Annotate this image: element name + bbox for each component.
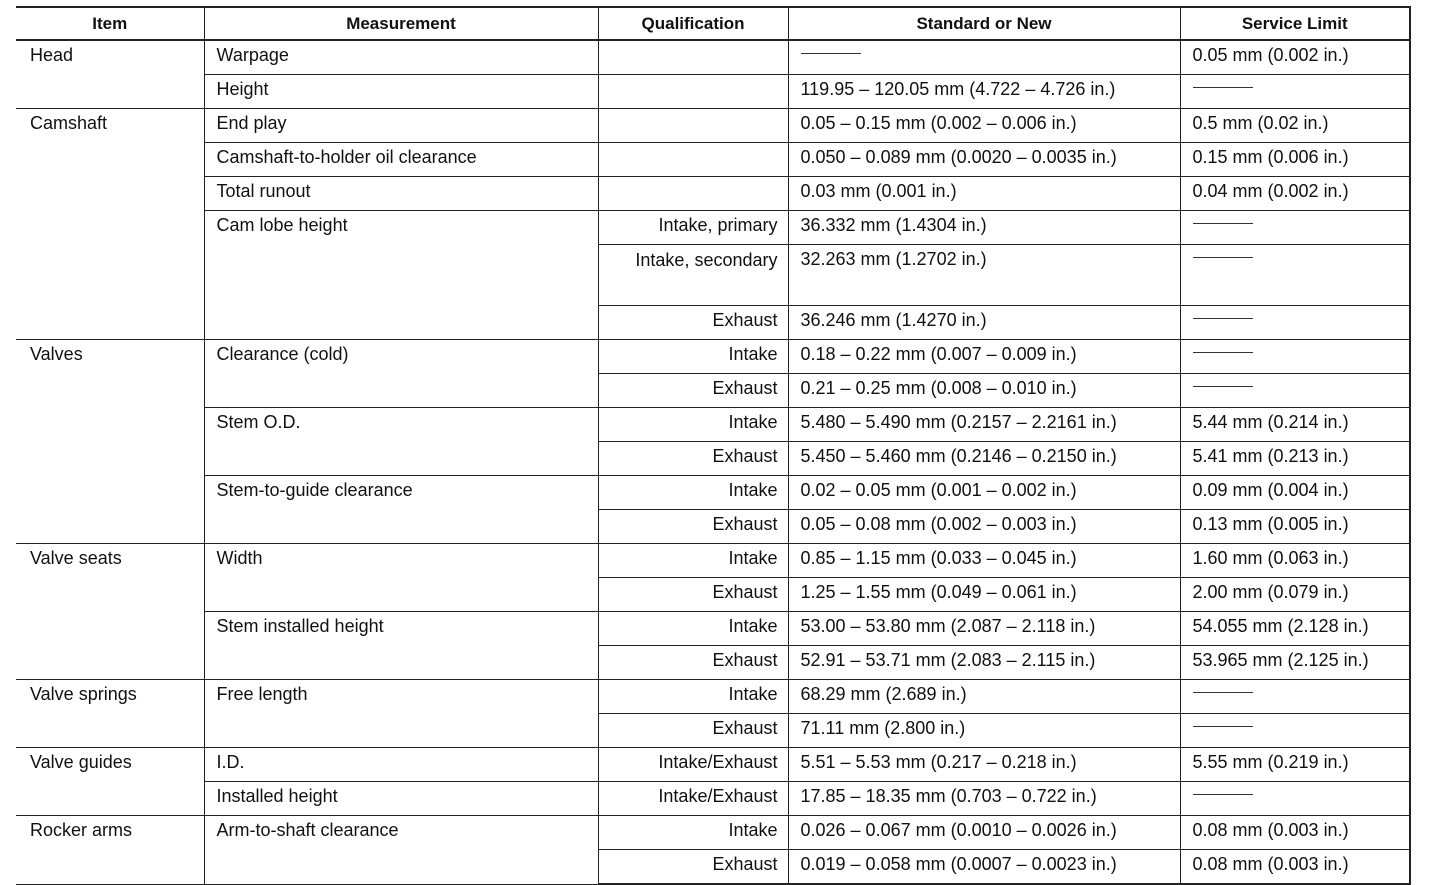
table-row	[16, 177, 1410, 211]
table-row	[16, 211, 1410, 245]
standard-cell: 0.05 – 0.15 mm (0.002 – 0.006 in.)	[788, 109, 1180, 143]
service-limit-cell: 5.41 mm (0.213 in.)	[1180, 442, 1410, 476]
not-applicable-dash	[1193, 692, 1253, 693]
service-limit-cell: 0.15 mm (0.006 in.)	[1180, 143, 1410, 177]
standard-cell: 5.450 – 5.460 mm (0.2146 – 0.2150 in.)	[788, 442, 1180, 476]
measurement-cell: Installed height	[204, 782, 598, 816]
standard-cell: 0.019 – 0.058 mm (0.0007 – 0.0023 in.)	[788, 850, 1180, 885]
service-limit-cell	[1180, 374, 1410, 408]
standard-cell: 36.246 mm (1.4270 in.)	[788, 306, 1180, 340]
measurement-cell: Camshaft-to-holder oil clearance	[204, 143, 598, 177]
item-cell: Valve seats	[16, 544, 204, 680]
specifications-table	[16, 6, 1411, 885]
standard-cell: 0.85 – 1.15 mm (0.033 – 0.045 in.)	[788, 544, 1180, 578]
standard-cell: 17.85 – 18.35 mm (0.703 – 0.722 in.)	[788, 782, 1180, 816]
standard-cell: 36.332 mm (1.4304 in.)	[788, 211, 1180, 245]
item-cell: Camshaft	[16, 109, 204, 340]
qualification-cell: Exhaust	[598, 714, 788, 748]
item-cell: Valves	[16, 340, 204, 544]
qualification-cell: Intake	[598, 408, 788, 442]
qualification-cell: Exhaust	[598, 510, 788, 544]
table-row	[16, 782, 1410, 816]
measurement-cell: Total runout	[204, 177, 598, 211]
service-limit-cell: 2.00 mm (0.079 in.)	[1180, 578, 1410, 612]
qualification-cell: Intake/Exhaust	[598, 748, 788, 782]
standard-cell: 0.02 – 0.05 mm (0.001 – 0.002 in.)	[788, 476, 1180, 510]
service-limit-cell	[1180, 245, 1410, 306]
qualification-cell: Intake	[598, 612, 788, 646]
service-limit-cell: 0.13 mm (0.005 in.)	[1180, 510, 1410, 544]
standard-cell: 1.25 – 1.55 mm (0.049 – 0.061 in.)	[788, 578, 1180, 612]
qualification-cell: Intake	[598, 680, 788, 714]
service-limit-cell: 5.44 mm (0.214 in.)	[1180, 408, 1410, 442]
service-limit-cell: 1.60 mm (0.063 in.)	[1180, 544, 1410, 578]
measurement-cell: Height	[204, 75, 598, 109]
table-row	[16, 340, 1410, 374]
not-applicable-dash	[801, 53, 861, 54]
measurement-cell: I.D.	[204, 748, 598, 782]
qualification-cell: Intake, secondary	[598, 245, 788, 306]
measurement-cell: Arm-to-shaft clearance	[204, 816, 598, 885]
standard-cell: 5.480 – 5.490 mm (0.2157 – 2.2161 in.)	[788, 408, 1180, 442]
qualification-cell	[598, 40, 788, 75]
header-item: Item	[16, 7, 204, 40]
service-limit-cell: 0.08 mm (0.003 in.)	[1180, 850, 1410, 885]
qualification-cell: Intake	[598, 544, 788, 578]
table-row	[16, 143, 1410, 177]
qualification-cell: Exhaust	[598, 374, 788, 408]
qualification-cell: Exhaust	[598, 442, 788, 476]
standard-cell: 71.11 mm (2.800 in.)	[788, 714, 1180, 748]
standard-cell: 119.95 – 120.05 mm (4.722 – 4.726 in.)	[788, 75, 1180, 109]
header-qualification: Qualification	[598, 7, 788, 40]
qualification-cell: Exhaust	[598, 578, 788, 612]
standard-cell: 0.05 – 0.08 mm (0.002 – 0.003 in.)	[788, 510, 1180, 544]
header-service-limit: Service Limit	[1180, 7, 1410, 40]
standard-cell: 5.51 – 5.53 mm (0.217 – 0.218 in.)	[788, 748, 1180, 782]
standard-cell: 53.00 – 53.80 mm (2.087 – 2.118 in.)	[788, 612, 1180, 646]
qualification-cell: Exhaust	[598, 306, 788, 340]
qualification-cell: Intake	[598, 476, 788, 510]
measurement-cell: Stem-to-guide clearance	[204, 476, 598, 544]
qualification-cell: Intake/Exhaust	[598, 782, 788, 816]
service-limit-cell: 0.5 mm (0.02 in.)	[1180, 109, 1410, 143]
measurement-cell: Stem installed height	[204, 612, 598, 680]
qualification-cell	[598, 143, 788, 177]
not-applicable-dash	[1193, 794, 1253, 795]
measurement-cell: Free length	[204, 680, 598, 748]
measurement-cell: Stem O.D.	[204, 408, 598, 476]
service-limit-cell: 0.04 mm (0.002 in.)	[1180, 177, 1410, 211]
table-row	[16, 544, 1410, 578]
standard-cell: 0.18 – 0.22 mm (0.007 – 0.009 in.)	[788, 340, 1180, 374]
table-row	[16, 476, 1410, 510]
table-row	[16, 40, 1410, 75]
qualification-cell: Exhaust	[598, 646, 788, 680]
table-header-row	[16, 7, 1410, 40]
table-row	[16, 816, 1410, 850]
qualification-cell	[598, 177, 788, 211]
service-limit-cell: 5.55 mm (0.219 in.)	[1180, 748, 1410, 782]
service-limit-cell	[1180, 306, 1410, 340]
standard-cell: 52.91 – 53.71 mm (2.083 – 2.115 in.)	[788, 646, 1180, 680]
service-limit-cell	[1180, 211, 1410, 245]
service-limit-cell	[1180, 340, 1410, 374]
item-cell: Head	[16, 40, 204, 109]
not-applicable-dash	[1193, 223, 1253, 224]
service-limit-cell	[1180, 75, 1410, 109]
standard-cell	[788, 40, 1180, 75]
not-applicable-dash	[1193, 257, 1253, 258]
item-cell: Rocker arms	[16, 816, 204, 885]
table-row	[16, 748, 1410, 782]
qualification-cell: Intake, primary	[598, 211, 788, 245]
item-cell: Valve guides	[16, 748, 204, 816]
qualification-cell: Exhaust	[598, 850, 788, 885]
item-cell: Valve springs	[16, 680, 204, 748]
table-row	[16, 408, 1410, 442]
qualification-cell: Intake	[598, 816, 788, 850]
service-limit-cell: 53.965 mm (2.125 in.)	[1180, 646, 1410, 680]
measurement-cell: Width	[204, 544, 598, 612]
table-row	[16, 680, 1410, 714]
not-applicable-dash	[1193, 352, 1253, 353]
qualification-cell	[598, 109, 788, 143]
not-applicable-dash	[1193, 386, 1253, 387]
standard-cell: 0.21 – 0.25 mm (0.008 – 0.010 in.)	[788, 374, 1180, 408]
measurement-cell: Warpage	[204, 40, 598, 75]
table-row	[16, 109, 1410, 143]
service-limit-cell: 0.05 mm (0.002 in.)	[1180, 40, 1410, 75]
service-limit-cell: 54.055 mm (2.128 in.)	[1180, 612, 1410, 646]
measurement-cell: End play	[204, 109, 598, 143]
service-limit-cell: 0.08 mm (0.003 in.)	[1180, 816, 1410, 850]
standard-cell: 32.263 mm (1.2702 in.)	[788, 245, 1180, 306]
standard-cell: 68.29 mm (2.689 in.)	[788, 680, 1180, 714]
header-standard: Standard or New	[788, 7, 1180, 40]
standard-cell: 0.026 – 0.067 mm (0.0010 – 0.0026 in.)	[788, 816, 1180, 850]
qualification-cell	[598, 75, 788, 109]
service-limit-cell	[1180, 782, 1410, 816]
qualification-cell: Intake	[598, 340, 788, 374]
header-measurement: Measurement	[204, 7, 598, 40]
service-limit-cell	[1180, 680, 1410, 714]
service-limit-cell	[1180, 714, 1410, 748]
measurement-cell: Cam lobe height	[204, 211, 598, 340]
standard-cell: 0.03 mm (0.001 in.)	[788, 177, 1180, 211]
not-applicable-dash	[1193, 318, 1253, 319]
measurement-cell: Clearance (cold)	[204, 340, 598, 408]
not-applicable-dash	[1193, 87, 1253, 88]
not-applicable-dash	[1193, 726, 1253, 727]
service-limit-cell: 0.09 mm (0.004 in.)	[1180, 476, 1410, 510]
table-row	[16, 612, 1410, 646]
table-row	[16, 75, 1410, 109]
standard-cell: 0.050 – 0.089 mm (0.0020 – 0.0035 in.)	[788, 143, 1180, 177]
